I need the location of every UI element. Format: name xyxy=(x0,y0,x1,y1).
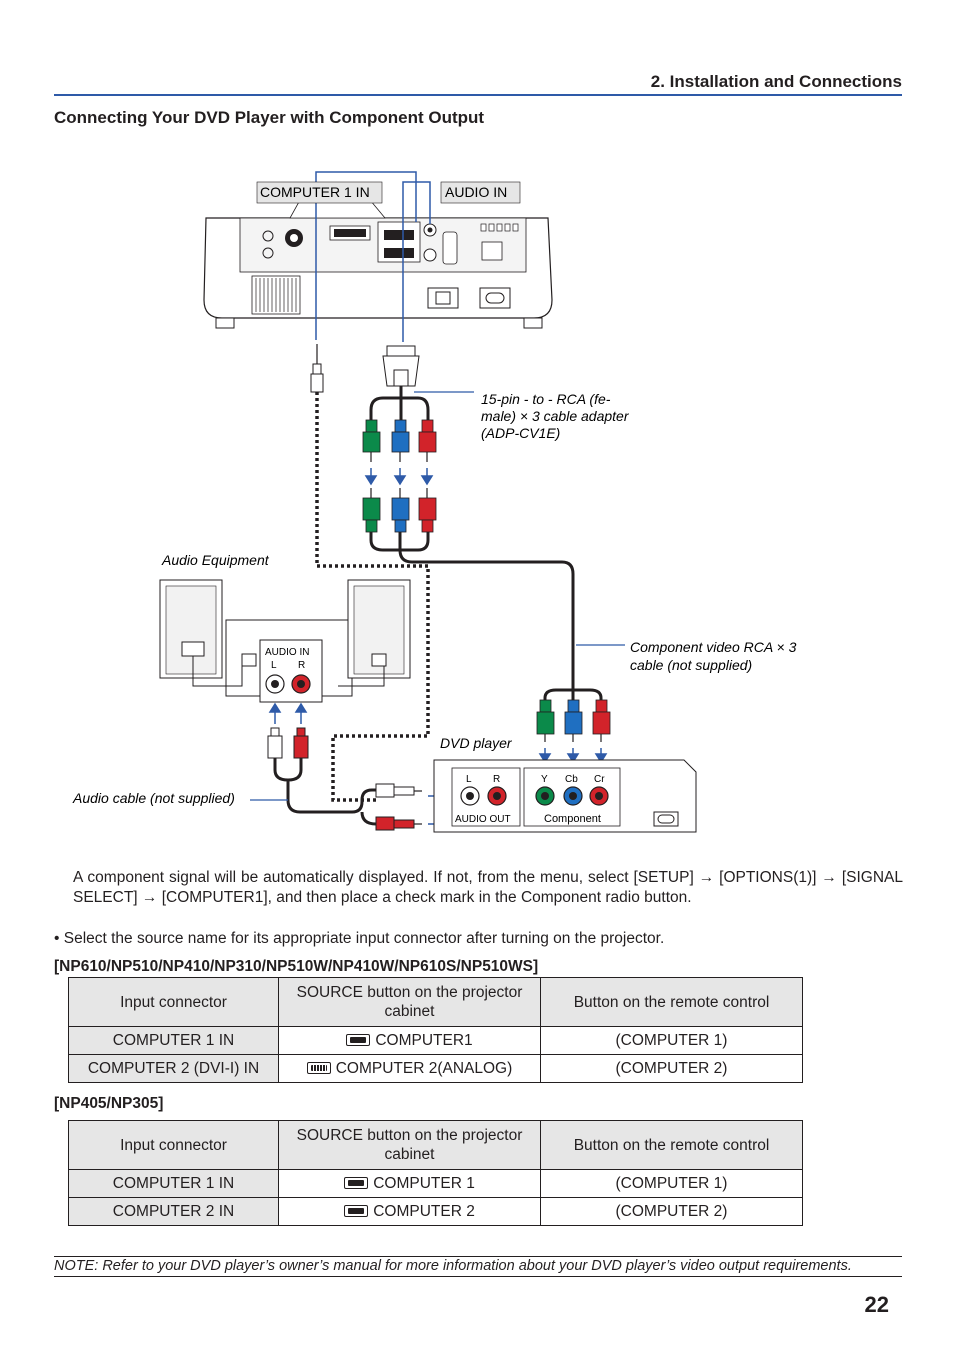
table-header-row xyxy=(69,1121,803,1170)
table1-model-heading: [NP610/NP510/NP410/NP310/NP510W/NP410W/NP610S/NP510WS] xyxy=(54,958,539,975)
connection-diagram xyxy=(0,150,954,840)
projector-illustration xyxy=(204,200,552,328)
table-cell xyxy=(279,1170,541,1198)
dvd-cb-label: Cb xyxy=(565,774,578,785)
table-cell-text: COMPUTER 2(ANALOG) xyxy=(335,1060,513,1077)
audio-cable-plugs-up xyxy=(268,728,308,758)
dvd-component-label: Component xyxy=(544,813,601,825)
table-cell xyxy=(279,1027,541,1055)
audio-equipment-panel-r: R xyxy=(298,660,306,671)
adapter-caption-line-1: 15-pin - to - RCA (fe- xyxy=(481,391,611,407)
table-header-cell: Button on the remote control xyxy=(541,1121,803,1170)
table-header-cell: Input connector xyxy=(69,978,279,1027)
table-cell: (COMPUTER 1) xyxy=(541,1027,803,1055)
page-title: Connecting Your DVD Player with Component Output xyxy=(54,108,485,127)
table-header-cell: Button on the remote control xyxy=(541,978,803,1027)
table-cell xyxy=(279,1055,541,1083)
dvd-audio-r: R xyxy=(493,774,501,785)
source-table-1 xyxy=(68,977,803,1083)
table-header-cell: SOURCE button on the projector cabinet xyxy=(279,978,541,1027)
table-cell-text: COMPUTER1 xyxy=(375,1032,473,1049)
adapter-rca-plugs xyxy=(363,420,436,462)
section-title: 2. Installation and Connections xyxy=(650,72,902,91)
table-cell: COMPUTER 2 IN xyxy=(69,1198,279,1226)
dvd-audio-l: L xyxy=(466,774,472,785)
audio-cable-caption: Audio cable (not supplied) xyxy=(73,790,235,806)
table-cell-text: COMPUTER 2 xyxy=(373,1203,475,1220)
computer1-in-label: COMPUTER 1 IN xyxy=(260,184,370,200)
mini-jack-plug xyxy=(311,344,323,392)
computer-port-icon xyxy=(344,1177,368,1189)
adapter-caption-line-2: male) × 3 cable adapter xyxy=(481,408,629,424)
source-table-2 xyxy=(68,1120,803,1226)
table-row xyxy=(69,1027,803,1055)
table2-model-heading: [NP405/NP305] xyxy=(54,1095,164,1112)
instruction-paragraph: A component signal will be automatically displayed. If not, from the menu, select [SETUP] → [OPTIONS(1)] → [SIGNAL SELECT] → [COMPUTER1], and then place a check mark in the Component radio button. xyxy=(73,869,903,906)
computer-port-icon xyxy=(344,1205,368,1217)
dvi-port-icon xyxy=(307,1062,331,1074)
audio-equipment-panel-l: L xyxy=(271,660,277,671)
table-cell-text: COMPUTER 1 xyxy=(373,1175,475,1192)
table-cell: COMPUTER 2 (DVI-I) IN xyxy=(69,1055,279,1083)
component-cable-top-plugs xyxy=(363,488,436,532)
table-cell: (COMPUTER 2) xyxy=(541,1198,803,1226)
note-divider-top xyxy=(54,1256,902,1257)
dvd-player-label: DVD player xyxy=(440,735,512,751)
adapter-caption-line-3: (ADP-CV1E) xyxy=(481,425,561,441)
table-header-cell: SOURCE button on the projector cabinet xyxy=(279,1121,541,1170)
dvd-cr-label: Cr xyxy=(594,774,605,785)
table-cell xyxy=(279,1198,541,1226)
table-cell: (COMPUTER 1) xyxy=(541,1170,803,1198)
audio-cable-plugs-side xyxy=(376,784,422,830)
audio-equipment-illustration xyxy=(160,580,410,702)
vga-plug xyxy=(383,346,419,386)
component-cable-bottom-plugs xyxy=(537,700,610,742)
audio-in-label: AUDIO IN xyxy=(445,184,508,200)
table-row xyxy=(69,1170,803,1198)
component-cable-caption-line-2: cable (not supplied) xyxy=(630,657,753,673)
table-header-cell: Input connector xyxy=(69,1121,279,1170)
table-cell: COMPUTER 1 IN xyxy=(69,1027,279,1055)
page-number: 22 xyxy=(864,1292,889,1317)
bullet-item: • Select the source name for its appropriate input connector after turning on the projector. xyxy=(54,930,665,947)
section-header xyxy=(54,70,902,96)
table-row xyxy=(69,1055,803,1083)
audio-equipment-label: Audio Equipment xyxy=(162,552,269,568)
note-divider-bottom xyxy=(54,1276,902,1277)
component-cable-caption-line-1: Component video RCA × 3 xyxy=(630,639,797,655)
dvd-audio-out-label: AUDIO OUT xyxy=(455,814,511,825)
computer-port-icon xyxy=(346,1034,370,1046)
dvd-y-label: Y xyxy=(541,774,548,785)
audio-equipment-panel-title: AUDIO IN xyxy=(265,647,310,658)
table-header-row xyxy=(69,978,803,1027)
note-text: NOTE: Refer to your DVD player’s owner’s manual for more information about your DVD player’s video output requirements. xyxy=(54,1258,852,1274)
table-cell: COMPUTER 1 IN xyxy=(69,1170,279,1198)
table-cell: (COMPUTER 2) xyxy=(541,1055,803,1083)
table-row xyxy=(69,1198,803,1226)
